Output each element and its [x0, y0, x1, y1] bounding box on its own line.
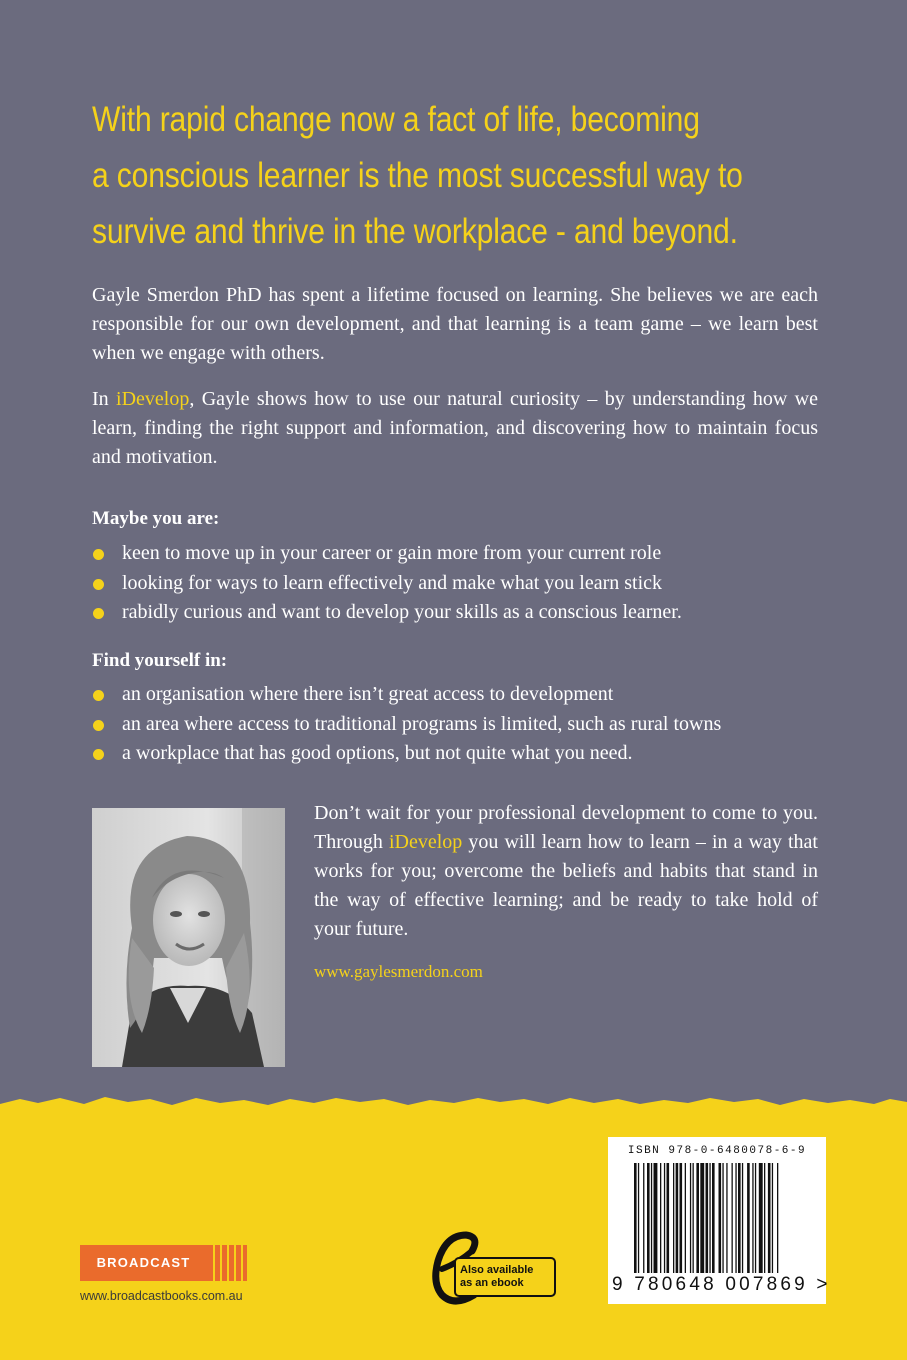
barcode-digits: 9 780648 007869 > [612, 1274, 831, 1295]
barcode-bar [680, 1163, 683, 1273]
barcode-bar [676, 1163, 679, 1273]
list-item [92, 598, 832, 628]
barcode-bar [643, 1163, 644, 1273]
headline-line-3: survive and thrive in the workplace - and beyond. [92, 212, 738, 251]
list-item [92, 710, 832, 740]
bullet-dot-icon [93, 549, 104, 560]
barcode-bar [738, 1163, 741, 1273]
barcode-bar [638, 1163, 639, 1273]
bullet-dot-icon [93, 608, 104, 619]
book-title-inline: iDevelop [116, 388, 190, 410]
barcode-bar [667, 1163, 670, 1273]
ebook-line-1: Also available [460, 1264, 534, 1276]
publisher-stripes-icon [207, 1245, 247, 1281]
list-item-text: rabidly curious and want to develop your skills as a conscious learner. [122, 601, 682, 623]
barcode-bar [696, 1163, 699, 1273]
bullet-dot-icon [93, 720, 104, 731]
barcode-bar [647, 1163, 650, 1273]
find-heading: Find yourself in: [92, 650, 228, 671]
publisher-logo [80, 1245, 247, 1281]
maybe-heading: Maybe you are: [92, 508, 220, 529]
barcode-bar [768, 1163, 771, 1273]
intro-text-2-after: , Gayle shows how to use our natural curiosity – by understanding how we learn, finding the right support and information, and discovering how to maintain focus and motivation. [92, 388, 818, 468]
isbn-label: ISBN 978-0-6480078-6-9 [627, 1145, 807, 1157]
barcode-bar [660, 1163, 661, 1273]
barcode-icon [634, 1163, 822, 1273]
barcode-bar [747, 1163, 750, 1273]
barcode-bar [709, 1163, 710, 1273]
intro-text-2-before: In [92, 388, 117, 410]
bullet-dot-icon [93, 690, 104, 701]
intro-text-2 [92, 385, 818, 472]
barcode-bar [685, 1163, 686, 1273]
barcode-bar [690, 1163, 691, 1273]
bio-paragraph [314, 799, 818, 944]
publisher-name: BROADCAST [80, 1245, 207, 1281]
headline-line-2: a conscious learner is the most successful way to [92, 156, 743, 195]
list-item [92, 680, 832, 710]
maybe-list [92, 539, 832, 628]
bullet-dot-icon [93, 579, 104, 590]
ebook-line-2: as an ebook [460, 1277, 524, 1289]
barcode-bar [673, 1163, 674, 1273]
barcode-bar [719, 1163, 722, 1273]
barcode-bar [651, 1163, 652, 1273]
barcode-bar [726, 1163, 727, 1273]
intro-paragraph-2 [92, 385, 818, 472]
list-item-text: keen to move up in your career or gain more from your current role [122, 542, 662, 564]
bullet-dot-icon [93, 749, 104, 760]
list-item-text: an organisation where there isn’t great access to development [122, 683, 614, 705]
barcode-bar [764, 1163, 765, 1273]
barcode-bar [693, 1163, 694, 1273]
find-list [92, 680, 832, 769]
book-title-inline: iDevelop [388, 831, 463, 853]
list-item-text: a workplace that has good options, but not quite what you need. [122, 742, 633, 764]
barcode-bar [735, 1163, 736, 1273]
barcode-bar [700, 1163, 704, 1273]
headline-line-1: With rapid change now a fact of life, becoming [92, 100, 700, 139]
barcode-bar [654, 1163, 658, 1273]
isbn-barcode [608, 1137, 831, 1304]
barcode-bar [722, 1163, 723, 1273]
list-item [92, 569, 832, 599]
intro-text-1: Gayle Smerdon PhD has spent a lifetime focused on learning. She believes we are each responsible for our own development, and that learning is a team game – we learn best when we engage with others. [92, 284, 818, 364]
bio-text-after: you will learn how to learn – in a way that works for you; overcome the beliefs and habits that stand in the way of effective learning; and be ready to take hold of your future. [314, 831, 818, 940]
barcode-bar [634, 1163, 637, 1273]
intro-paragraph-1 [92, 281, 818, 368]
headline [92, 92, 743, 260]
list-item-text: an area where access to traditional programs is limited, such as rural towns [122, 712, 722, 735]
barcode-bar [772, 1163, 773, 1273]
bio-text-before: Don’t wait for your professional development to come to you. Through [314, 802, 818, 853]
barcode-bar [752, 1163, 753, 1273]
list-item-text: looking for ways to learn effectively and make what you learn stick [122, 571, 663, 594]
author-photo [92, 808, 285, 1067]
author-website-link[interactable]: www.gaylesmerdon.com [314, 962, 483, 981]
barcode-bar [777, 1163, 778, 1273]
ebook-badge [428, 1231, 562, 1305]
publisher-url[interactable]: www.broadcastbooks.com.au [80, 1289, 243, 1303]
barcode-bar [732, 1163, 733, 1273]
author-portrait-icon [92, 808, 285, 1067]
barcode-bar [664, 1163, 665, 1273]
list-item [92, 739, 832, 769]
barcode-bar [742, 1163, 743, 1273]
barcode-bar [759, 1163, 763, 1273]
barcode-bar [712, 1163, 715, 1273]
barcode-bar [755, 1163, 756, 1273]
list-item [92, 539, 832, 569]
barcode-bar [706, 1163, 709, 1273]
